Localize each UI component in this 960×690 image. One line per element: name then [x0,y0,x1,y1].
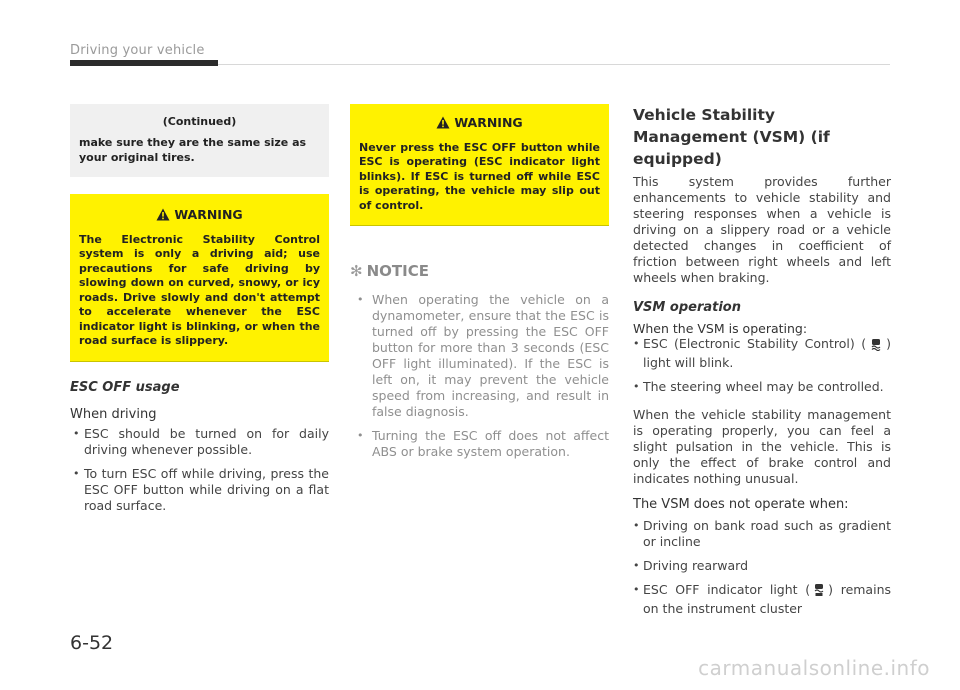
warning-title-text: WARNING [454,115,523,130]
list-item: • ESC should be turned on for daily driving whenever possible. [70,426,329,458]
right-column [633,104,891,625]
list-item: • To turn ESC off while driving, press the ESC OFF button while driving on a flat road surface. [70,466,329,514]
continued-label: (Continued) [162,115,237,128]
list-item: • Driving rearward [633,558,891,574]
not-operate-heading: The VSM does not operate when: [633,497,849,512]
operating-label: When the VSM is operating: [633,321,808,336]
warning-title-text: WARNING [174,207,243,222]
warning-box-esc-off [350,104,609,226]
warning-box-esc-aid [70,194,329,362]
warning-text: Never press the ESC OFF button while ESC is operating (ESC indicator light blinks). If ESC is turned off while ESC is operating, the vehicle may slip out of control. [359,140,600,212]
esc-off-icon [813,583,825,601]
warning-text: The Electronic Stability Control system is only a driving aid; use precautions for safe driving by slowing down on curved, snowy, or icy roads. Drive slowly and don't attempt to accelerate whenever the ESC indicator light is blinking, or when the road surface is slippery. [79,232,320,347]
vsm-title: Vehicle Stability Management (VSM) (if equipped) [633,106,830,168]
esc-bullet-prefix: ESC (Electronic Stability Control) ( [643,336,867,351]
page-number: 6-52 [70,632,114,654]
notice-star-icon: ✻ [350,262,363,280]
esc-off-bullet-prefix: ESC OFF indicator light ( [643,582,811,597]
vsm-intro: This system provides further enhancements to vehicle stability and steering responses when a vehicle is driving on a slippery road or a vehicle detected changes in coefficient of friction between right wheels and left wheels when braking. [633,174,891,285]
esc-skid-icon [869,337,883,355]
list-item: • The steering wheel may be controlled. [633,379,891,395]
vsm-operation-heading: VSM operation [633,300,741,315]
continued-box [70,104,329,177]
when-driving-heading: When driving [70,406,157,422]
warning-title [79,208,320,223]
esc-off-bullet-suffix: ) remains on the instrument cluster [643,582,892,616]
warning-triangle-icon [436,116,450,129]
watermark: carmanualsonline.info [698,656,930,680]
esc-off-usage-heading: ESC OFF usage [70,379,180,395]
list-item: • Driving on bank road such as gradient or incline [633,518,891,550]
continued-text: make sure they are the same size as your original tires. [79,136,307,164]
notice-title-text: NOTICE [366,262,429,280]
vsm-properly-text: When the vehicle stability management is operating properly, you can feel a slight pulsation in the vehicle. This is only the effect of brake control and indicates nothing unusual. [633,407,891,486]
list-item [633,582,891,617]
esc-bullet-suffix: ) light will blink. [643,336,891,370]
header-rule [218,64,890,65]
list-item: • Turning the ESC off does not affect ABS or brake system operation. [350,428,609,460]
warning-triangle-icon [156,208,170,221]
list-item: • When operating the vehicle on a dynamometer, ensure that the ESC is turned off by pressing the ESC OFF button for more than 3 seconds (ESC OFF light illuminated). If the ESC is left on, it may prevent the vehicle speed from increasing, and result in false diagnosis. [350,292,609,420]
running-header: Driving your vehicle [70,43,205,58]
notice-title [350,262,609,280]
list-item [633,336,891,371]
middle-column [350,104,609,468]
warning-title [359,116,600,131]
left-column [70,104,329,522]
header-bar [70,60,218,66]
